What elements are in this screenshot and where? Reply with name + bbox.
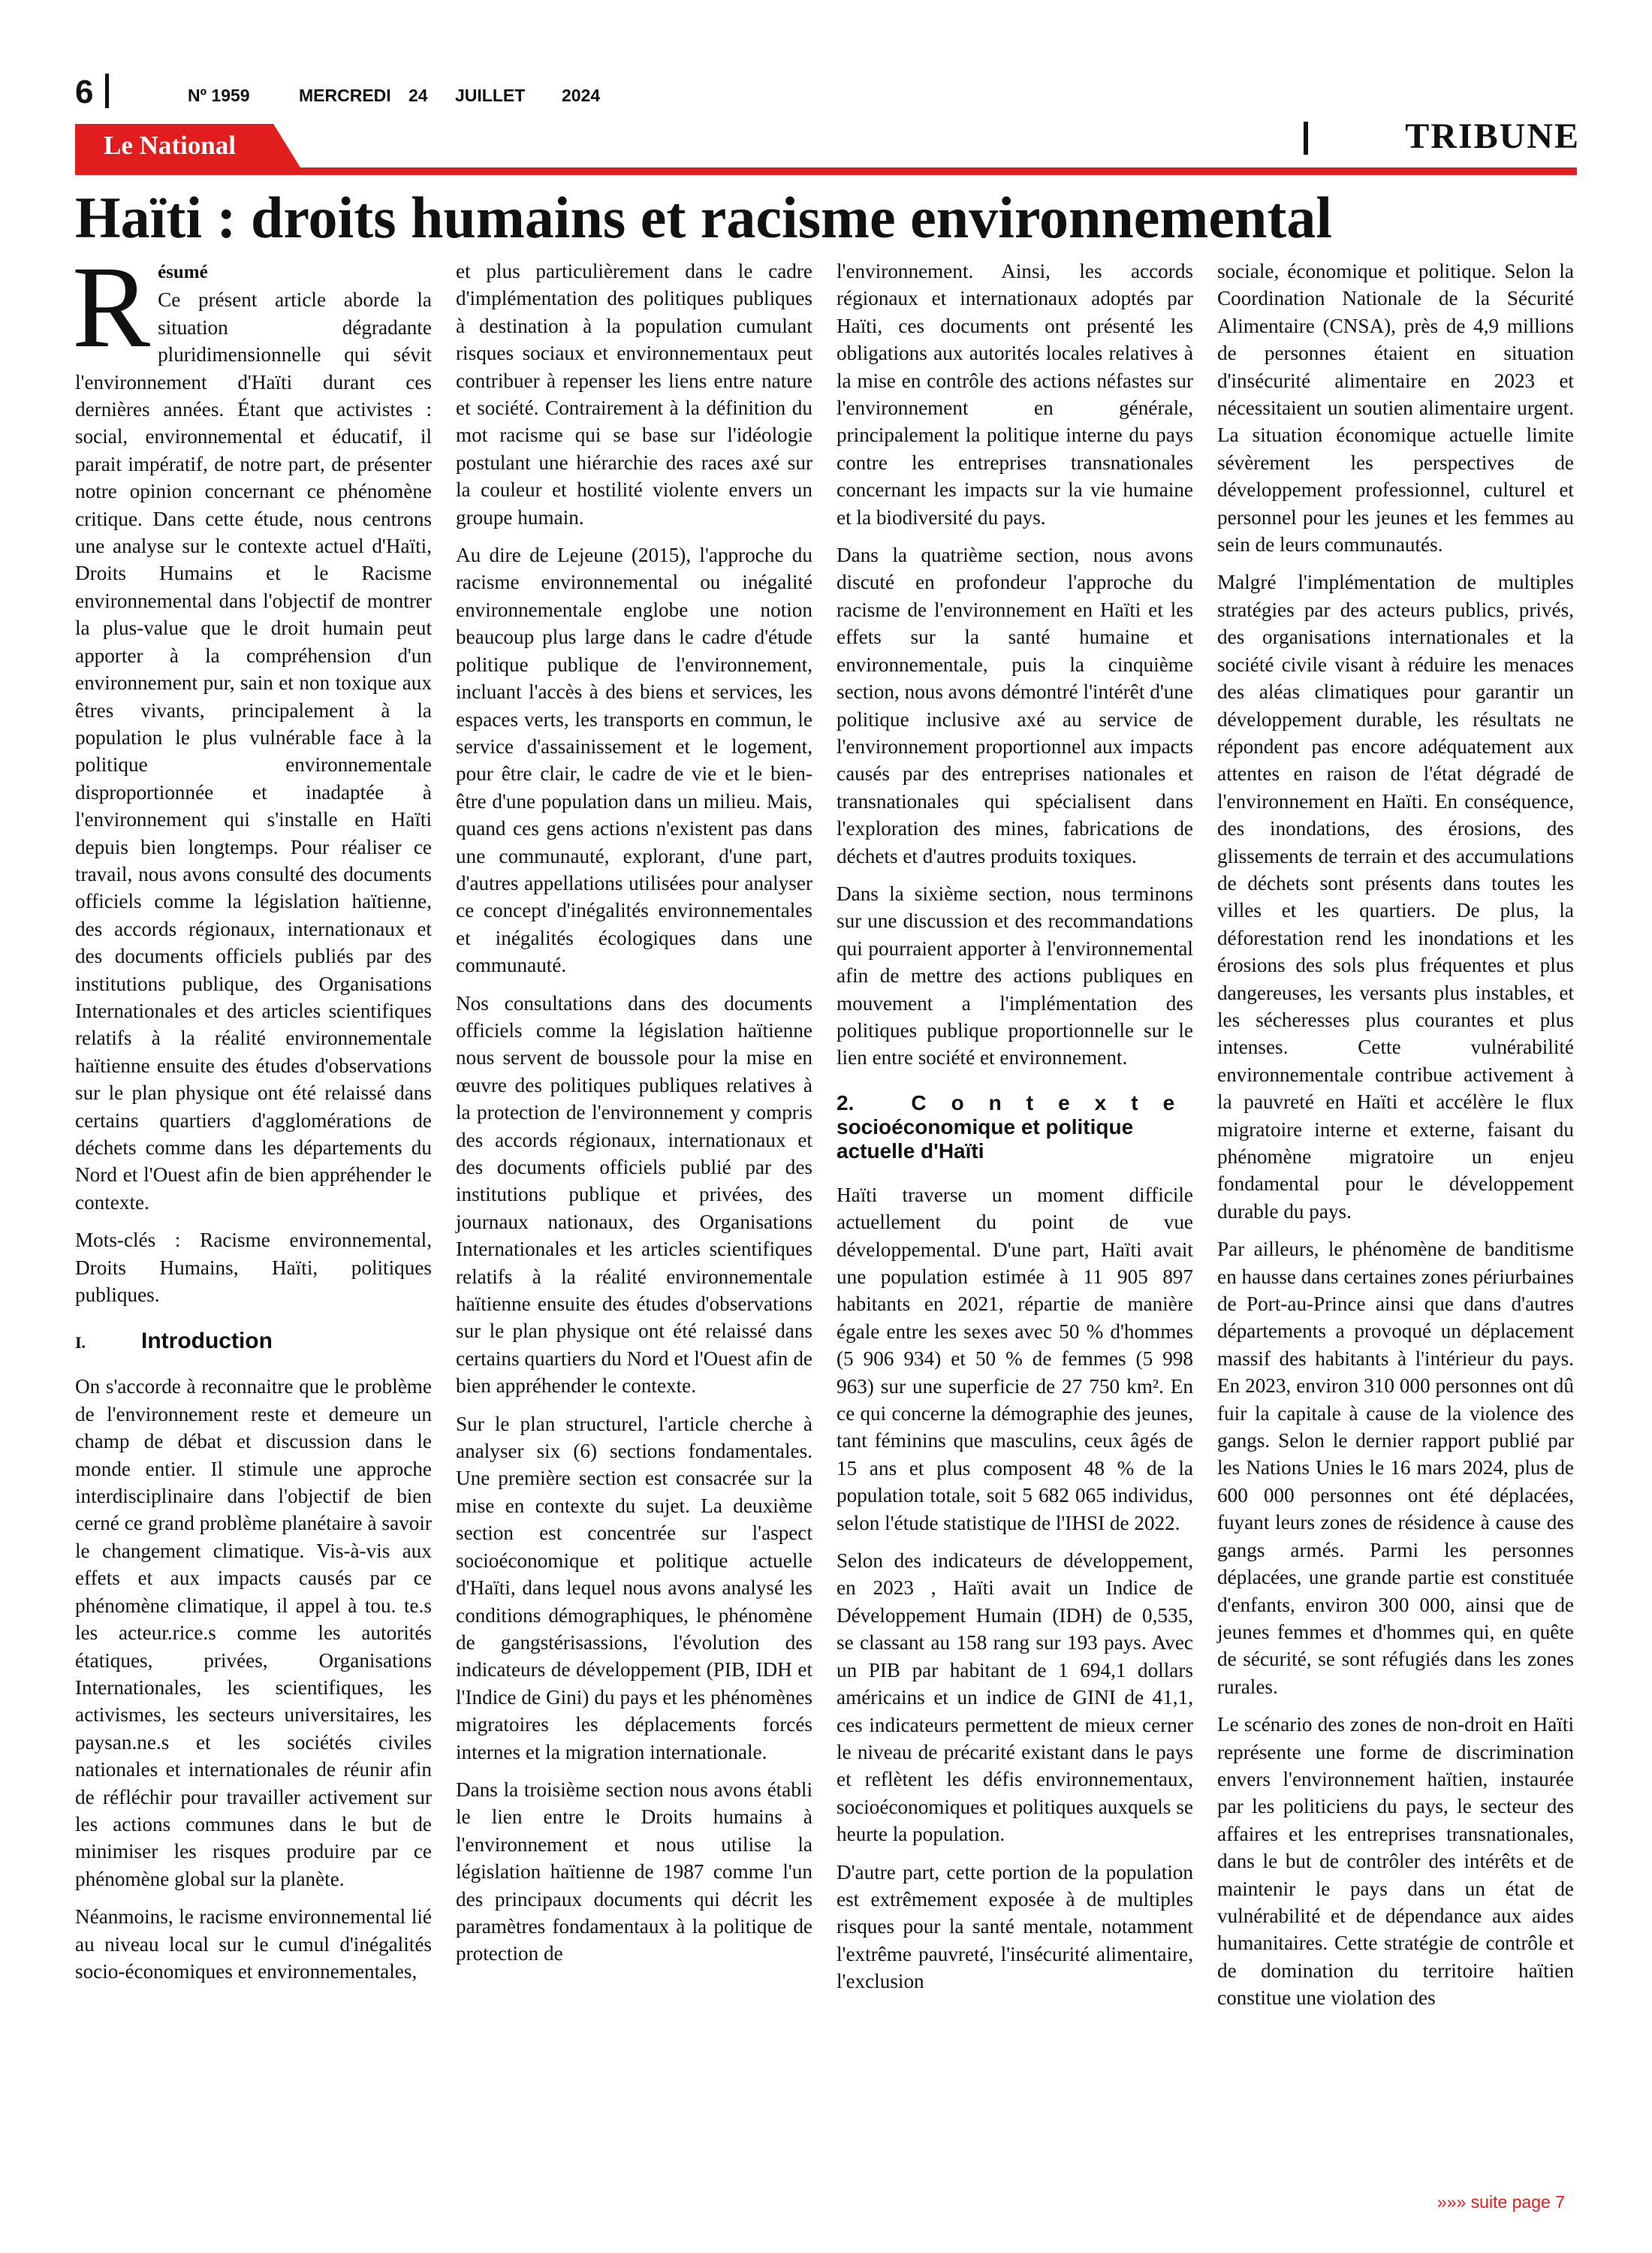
- body-paragraph: Selon des indicateurs de développement, en 2023 , Haïti avait un Indice de Développement Humain (IDH) de 0,535, se classant au 158 rang sur 193 pays. Avec un PIB par habitant de 1 694,1 dollars américains et un indice de GINI de 41,1, ces indicateurs permettent de mieux cerner le niveau de précarité existant dans le pays et reflètent les défis environnementaux, socioéconomiques et politiques auxquels se heurte la population.: [837, 1549, 1193, 1846]
- intro-title: Introduction: [141, 1329, 273, 1354]
- column-1: [72, 242, 432, 1985]
- body-paragraph: et plus particulièrement dans le cadre d'implémentation des politiques publiques à destination à la population cumulant risques sociaux et environnementaux peut contribuer à repenser les liens entre nature et société. Contrairement à la définition du mot racisme qui se base sur l'idéologie postulant une hiérarchie des races axé sur la couleur et hostilité violente envers un groupe humain.: [456, 260, 812, 529]
- section-2-word: Contexte: [911, 1090, 1200, 1114]
- column-2: [456, 258, 812, 1968]
- body-paragraph: D'autre part, cette portion de la population est extrêmement exposée à de multiples risques pour la santé mentale, notamment l'extrême pauvreté, l'insécurité alimentaire, l'exclusion: [837, 1860, 1193, 1993]
- body-paragraph: Sur le plan structurel, l'article cherche à analyser six (6) sections fondamentales. Une première section est consacrée sur la mise en contexte du sujet. La deuxième section est concentrée sur l'aspect socioéconomique et politique actuelle d'Haïti, dans lequel nous avons analysé les conditions démographiques, le phénomène de gangstérisassions, l'évolution des indicateurs de développement (PIB, IDH et l'Indice de Gini) du pays et les phénomènes migratoires les déplacements forcés internes et la migration internationale.: [456, 1412, 812, 1763]
- body-paragraph: Dans la sixième section, nous terminons sur une discussion et des recommandations qui pourraient apporter à l'environnemental afin de mettre des actions publiques en mouvement a l'implémentation des politiques publique proportionnelle sur le lien entre société et environnement.: [837, 882, 1193, 1069]
- section-2-subtitle: socioéconomique et politique actuelle d'Haïti: [837, 1114, 1134, 1163]
- issue-month: JUILLET: [455, 86, 526, 105]
- issue-year: 2024: [562, 86, 601, 105]
- body-paragraph: Dans la troisième section nous avons établi le lien entre le Droits humains à l'environnement et nous utilise la législation haïtienne de 1987 comme l'un des principaux documents qui décrit les paramètres fondamentaux à la politique de protection de: [456, 1778, 812, 1965]
- section-2-number: 2.: [837, 1090, 855, 1114]
- article-headline: Haïti : droits humains et racisme environnemental: [75, 185, 1333, 250]
- brand-name: Le National: [104, 131, 236, 160]
- body-paragraph: sociale, économique et politique. Selon la Coordination Nationale de la Sécurité Alimentaire (CNSA), près de 4,9 millions de personnes étaient en situation d'insécurité alimentaire en 2023 et nécessitaient un soutien alimentaire urgent. La situation économique actuelle limite sévèrement les perspectives de développement professionnel, culturel et personnel pour les jeunes et les femmes au sein de leurs communautés.: [1217, 260, 1574, 556]
- intro-heading: [75, 1326, 432, 1358]
- abstract-paragraph: [72, 242, 432, 1216]
- body-paragraph: Malgré l'implémentation de multiples stratégies par des acteurs publics, privés, des organisations internationales et la société civile visant à réduire les menaces des aléas climatiques pour garantir un développement durable, les résultats ne répondent pas encore adéquatement aux attentes en raison de l'état dégradé de l'environnement en Haïti. En conséquence, des inondations, des érosions, des glissements de terrain et des accumulations de déchets sont présents dans toutes les villes et les quartiers. De plus, la déforestation rend les inondations et les érosions des sols plus fréquentes et plus dangereuses, les versants plus instables, et les sécheresses plus courantes et plus intenses. Cette vulnérabilité environnementale contribue activement à la pauvreté en Haïti et accélère le flux migratoire interne et externe, faisant du phénomène migratoire un enjeu fondamental pour le développement durable du pays.: [1217, 571, 1574, 1223]
- body-paragraph: Le scénario des zones de non-droit en Haïti représente une forme de discrimination envers l'environnement haïtien, instaurée par les politiciens du pays, le secteur des affaires et les entreprises transnationales, dans le but de contrôler des intérêts et de maintenir le pays dans un état de vulnérabilité et de dépendance aux aides humanitaires. Cette stratégie de contrôle et de domination du territoire haïtien constitue une violation des: [1217, 1713, 1574, 2010]
- section-divider: [1304, 122, 1308, 155]
- body-paragraph: Nos consultations dans des documents officiels comme la législation haïtienne nous servent de boussole pour la mise en œuvre des politiques publiques relatives à la protection de l'environnement y compris des accords régionaux, internationaux et des documents officiels publié par des institutions publique et privées, des journaux nationaux, des Organisations Internationales et les articles scientifiques relatifs à la réalité environnementale haïtienne ensuite des études d'observations sur le plan physique ont été relaissé dans certains quartiers du Nord et l'Ouest afin de bien appréhender le contexte.: [456, 991, 812, 1398]
- column-3: [837, 258, 1200, 1995]
- intro-number: I.: [75, 1333, 86, 1353]
- body-paragraph: Haïti traverse un moment difficile actuellement du point de vue développemental. D'une part, Haïti avait une population estimée à 11 905 897 habitants en 2021, répartie de manière égale entre les sexes avec 50 % d'hommes (5 906 934) et 50 % de femmes (5 998 963) sur une superficie de 27 750 km². En ce qui concerne la démographie des jeunes, tant féminins que masculins, ceux âgés de 15 ans et plus composent 48 % de la population totale, soit 5 682 065 individus, selon l'étude statistique de l'IHSI de 2022.: [837, 1183, 1193, 1534]
- body-paragraph: Dans la quatrième section, nous avons discuté en profondeur l'approche du racisme de l'environnement en Haïti et les effets sur la santé humaine et environnementale, puis la cinquième section, nous avons démontré l'intérêt d'une politique inclusive axé au service de l'environnement proportionnel aux impacts causés par des entreprises nationales et transnationales qui spécialisent dans l'exploration des mines, fabrications de déchets et d'autres produits toxiques.: [837, 544, 1193, 867]
- issue-day: 24: [408, 86, 428, 105]
- page-number-divider: [105, 74, 109, 108]
- issue-weekday: MERCREDI: [299, 86, 391, 105]
- abstract-text: Ce présent article aborde la situation dégradante pluridimensionnelle qui sévit l'environnement d'Haïti durant ces dernières années. Étant que activistes : social, environnemental et éducatif, il parait impératif, de notre part, de présenter notre opinion concernant ce phénomène critique. Dans cette étude, nous centrons une analyse sur le contexte actuel d'Haïti, Droits Humains et le Racisme environnemental dans l'objectif de montrer la plus-value que le droit humain peut apporter à la compréhension d'un environnement pur, sain et non toxique aux êtres vivants, principalement à la population le plus vulnérable face à la politique environnementale disproportionnée et inadaptée à l'environnement qui s'installe en Haïti depuis bien longtemps. Pour réaliser ce travail, nous avons consulté des documents officiels comme la législation haïtienne, des accords régionaux, internationaux et des documents officiels publiés par des institutions publique, des Organisations Internationales et des articles scientifiques relatifs à la réalité environnementale haïtienne ensuite des études d'observations sur le plan physique ont été relaissé dans certains quartiers d'agglomérations de déchets comme dans les départements du Nord et l'Ouest afin de bien appréhender le contexte.: [75, 288, 432, 1214]
- abstract-title: ésumé: [158, 262, 208, 282]
- body-paragraph: Au dire de Lejeune (2015), l'approche du racisme environnemental ou inégalité environnementale englobe une notion beaucoup plus large dans le cadre d'étude politique publique de l'environnement, incluant l'accès à des biens et services, les espaces verts, les transports en commun, le service d'assainissement et le logement, pour être clair, le cadre de vie et le bien-être d'une population dans un milieu. Mais, quand ces gens actions n'existent pas dans une communauté, explorant, d'une part, d'autres appellations utilisées pour analyser ce concept d'inégalités environnementales et inégalités écologiques dans une communauté.: [456, 544, 812, 977]
- issue-number: Nº 1959: [188, 86, 250, 105]
- section-name: TRIBUNE: [1405, 116, 1580, 156]
- header-rule: [75, 167, 1577, 175]
- section-2-heading: [837, 1090, 1200, 1163]
- column-4: [1217, 258, 1574, 2012]
- body-paragraph: Par ailleurs, le phénomène de banditisme en hausse dans certaines zones périurbaines de Port-au-Prince ainsi que dans d'autres départements a provoqué un déplacement massif des habitants à l'intérieur du pays. En 2023, environ 310 000 personnes ont dû fuir la capitale à cause de la violence des gangs. Selon le dernier rapport publié par les Nations Unies le 16 mars 2024, plus de 600 000 personnes ont été déplacées, fuyant leurs zones de résidence à cause des gangs armés. Parmi les personnes déplacées, une grande partie est constituée d'enfants, environ 300 000, ainsi que de jeunes femmes et d'hommes qui, en quête de sécurité, se sont réfugiés dans les zones rurales.: [1217, 1238, 1574, 1698]
- intro-paragraph-2: Néanmoins, le racisme environnemental lié au niveau local sur le cumul d'inégalités socio-économiques et environnementales,: [75, 1905, 432, 1983]
- page-number: 6: [75, 74, 94, 110]
- continued-link[interactable]: »»» suite page 7: [1436, 2192, 1565, 2212]
- section-2-heading-line: [837, 1090, 1200, 1115]
- keywords: Mots-clés : Racisme environnemental, Droits Humains, Haïti, politiques publiques.: [75, 1229, 432, 1307]
- intro-paragraph: On s'accorde à reconnaitre que le problème de l'environnement reste et demeure un champ de débat et discussion dans le monde entier. Il stimule une approche interdisciplinaire dans l'objectif de bien cerné ce grand problème planétaire à savoir le changement climatique. Vis-à-vis aux effets et aux impacts causés par ce phénomène climatique, il appel à tou. te.s les acteur.rice.s comme les autorités étatiques, privées, Organisations Internationales, les scientifiques, les activismes, les secteurs universitaires, les paysan.ne.s et les sociétés civiles nationales et internationales de réunir afin de réfléchir pour travailler activement sur les actions communes dans le but de minimiser les risques produire par ce phénomène global sur la planète.: [75, 1375, 432, 1890]
- body-paragraph: l'environnement. Ainsi, les accords régionaux et internationaux adoptés par Haïti, ces documents ont présenté les obligations aux autorités locales relatives à la mise en contrôle des actions néfastes sur l'environnement en générale, principalement la politique interne du pays contre les entreprises transnationales concernant les impacts sur la vie humaine et la biodiversité du pays.: [837, 260, 1193, 529]
- drop-cap: R: [72, 242, 151, 372]
